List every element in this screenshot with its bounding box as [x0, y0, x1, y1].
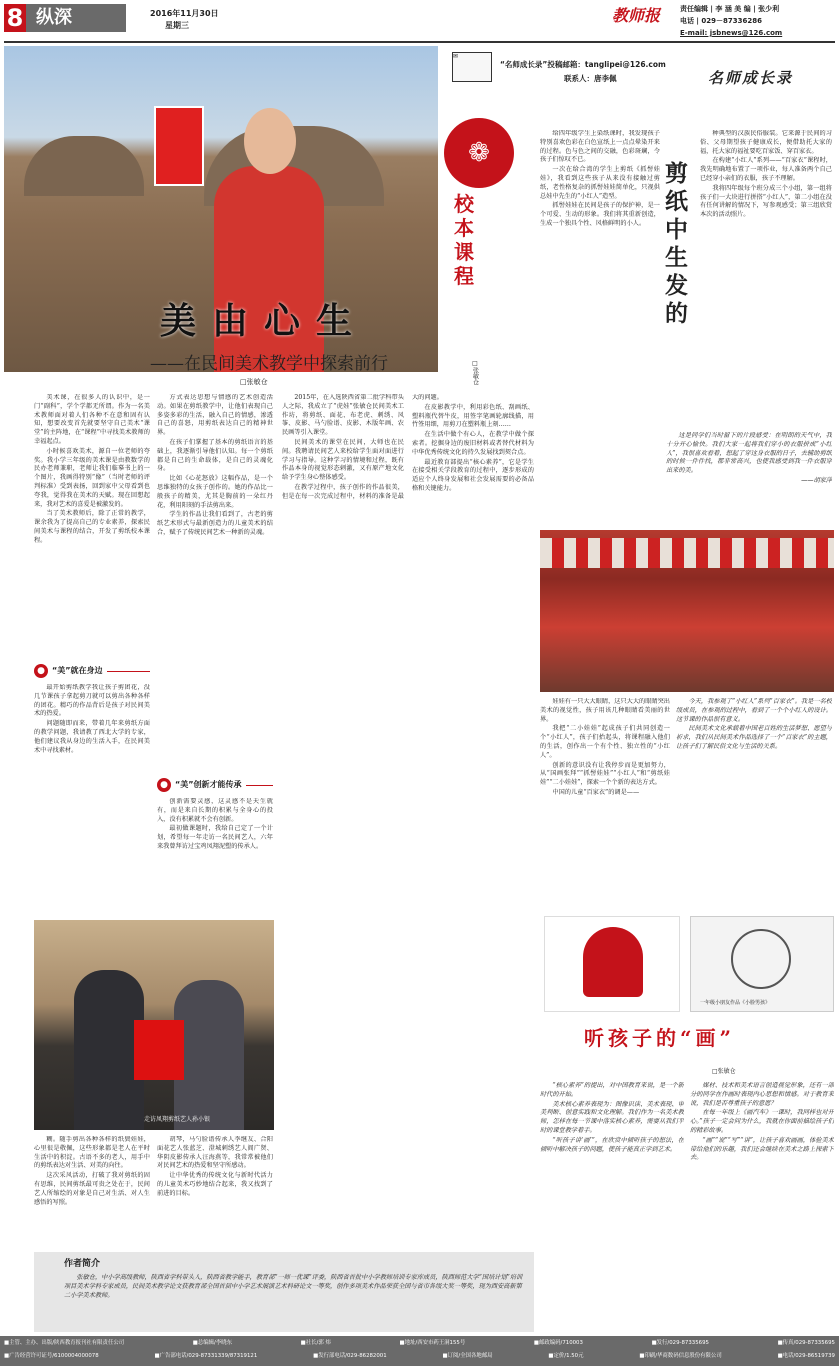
children-photo — [540, 530, 834, 692]
paper-logo: 教师报 — [612, 6, 661, 25]
author-intro-box — [34, 1252, 534, 1332]
author-intro-heading: 作者简介 — [64, 1259, 101, 1269]
subhead-innovation: ● “美”创新才能传承 — [157, 778, 273, 792]
article1-subtitle: ——在民间美术教学中探索前行 — [150, 354, 388, 374]
visit-photo — [34, 920, 274, 1130]
article2-tag: 校本课程 — [454, 192, 474, 288]
photo-caption: 走访凤翔剪纸艺人孙小银 — [144, 1116, 211, 1123]
child-drawing — [690, 916, 834, 1012]
footer-row2: ■广告经营许可证号/6100004000078 ■广告部电话/029-87331339/87319121 ■发行部电话/029-86282001 ■订阅/全国各地邮局 ■定价/1.50元 ■印刷/华商数码信息股份有限公司 ■电话/029-86519739 — [4, 1353, 835, 1359]
header-rule — [4, 41, 835, 43]
article3-col1: “核心素养”的提出，对中国教育来说，是一个新时代的开始。 美术核心素养表现为：图像识读、美术表现、审美判断、创意实践和文化理解。我们作为一名美术教师，怎样在每一节课中落实核心素养，需要从我们平时的课堂教学着手。 “听孩子讲‘画’”，在欣赏中倾听孩子的想法，在倾听中解决孩子的问题，使孩子能真正学到艺术。 — [540, 1082, 684, 1153]
papercut-figure — [583, 927, 643, 997]
subhead-dot: ● — [157, 778, 171, 792]
date: 2016年11月30日 — [150, 9, 219, 18]
email: E-mail: jsbnews@126.com — [680, 29, 783, 37]
article2-col2: 种典型的汉族民俗服装。它来源于民间的习俗、父母期望孩子健康成长，便借助托大家的福，托大家的福祉要吃百家饭、穿百家衣。 在构建“小红人”系列——“百家衣”课程时，我先明确地布置了一项作业，每人准备两个自己已经穿小亲们的衣服，孩子不理解。 我将四年级每个班分成三个小组，第一组将孩子们一大块进行拼搭“小红人”，第二小组在没有任何讲解的情况下，写参观感受；第三组欣赏本次的活动照片。 — [700, 130, 832, 219]
man-head — [244, 108, 296, 174]
envelope-icon: ✉ — [452, 52, 492, 82]
papercut-artwork — [544, 916, 680, 1012]
art-caption: 一年级小朋友作品《小脸男孩》 — [700, 1000, 771, 1006]
section-name: 纵深 — [26, 4, 126, 32]
article2-title: 剪纸中生发的 — [665, 160, 688, 327]
footer-row1: ■主管、主办、出版/陕西教育报刊社有限责任公司 ■总编辑/李晓东 ■社长/郭 炜 ■地址/西安市药王洞155号 ■邮政编码/710003 ■发行/029-87335695 ■传真/029-87335695 — [4, 1340, 835, 1346]
article3-title: 听孩子的“画” — [584, 1026, 736, 1050]
footer — [0, 1336, 839, 1366]
article2-col1: 给四年级学生上染纸课时，我发现孩子特别喜欢色彩在白色宣纸上一点点晕染开来的过程。色与色之间的交融，色彩斑斓，令孩子们惊叹不已。 一次在给合湾的学生上剪纸《抓髻娃娃》，我看到这些孩子从来没有接触过剪纸，老性格复杂的抓髻娃娃简单化，只视供总娃中先生的“小红人”造型。 抓髻娃娃在民间是孩子的保护神，是一个可爱、生动的形象。我们将其重新创造，生成一个独具个性、风格鲜明的小人。 — [540, 130, 660, 227]
article3-author: □张敏仓 — [712, 1068, 736, 1075]
article1-bottom-col2: 胡琴，马勺脸谱传承人李继友、合阳面花艺人张蓝芝、澄城刺绣艺人阎广贤、华阴皮影传承人汪海燕等，我常常被他们对民间艺术的热爱和坚守所感动。 让中华优秀的传统文化与新时代活力的儿童美术巧妙地结合起来，我又找到了前进的目标。 — [157, 1136, 273, 1197]
papercut-row — [540, 538, 834, 568]
article1-col1: 美术课，在很多人的认识中，是一门“副科”，学个学都无所谓。作为一名美术教师面对着人们各种不在意和固有认知，想要改变首先就要坚守自己美术“课堂”的主阵地，在“课程”中寻找美术教师的幸福起点。 小时候喜欢美术，源自一位老师的夸奖。我小学三年级的美术课是由教数学的民办老师兼职，老师让我们临摹书上的一个图片，我画得特别“像”（当时老师的评判标准）受到表扬，回到家中父母看到也夸我，觉得我在美术的天赋。现在回想起来，我对艺术的喜爱是被激发的。 当了美术教师后，除了正常的教学，课余我为了提高自己的专业素养，探索民间美术与课程的结合，开发了剪纸校本课程。 — [34, 394, 150, 544]
subhead-beauty-nearby: ● “美”就在身边 — [34, 664, 150, 678]
papercut-held — [154, 106, 204, 186]
article2-col4: 今天，我参观了“小红人”系列“百家衣”。我是一名校级成员，在参观的过程中，看到了一个个小红人的设计。这节课的作品很有意义。 民间美术文化承载着中国老百姓的生活梦想、愿望与祈求，我们从民间美术作品选择了一个“百家衣”的主题，让孩子们了解民俗文化与生活的关系。 — [676, 698, 832, 750]
article1-col3: 2015年，在入选陕西省第二批学科带头人之际，我成立了“虎娃”张敏仓民间美术工作坊，将剪纸、面花、布老虎、刺绣、风筝、皮影、马勺脸谱、皮影、木版年画、农民画等引入课堂。 民间美术的课堂在民间，大师也在民间。我聘请民间艺人来校给学生面对面进行学习与指导。这种学习的情境和过程，既有作品本身的视觉形态刺激，又有原产地文化给予学生身心整体感受。 在教学过程中，孩子创作的作品很美，但是在每一次完成过程中，材料的准备是最大的问题。 在皮影教学中，利用彩色纸、刮画纸、塑料瓶代替牛皮，用签字笔画轮廓线描，用竹签用细，用剪刀在塑料瓶上刻…… 在生活中做个有心人，在教学中做个探索者。挖掘身边的废旧材料或者替代材料为中华优秀传统文化的持久发展找到契合点。 最近教育部提出“核心素养”，它是学生在接受相关学段教育的过程中，逐步形成的适应个人终身发展和社会发展需要的必备品格和关键能力。 — [282, 394, 534, 500]
author-intro-text: 张敏仓，中小学高级教师，陕西省学科带头人，陕西省教学能手，教育部“一师一优课”评委，陕西省首批中小学教师培训专家库成员，陕西师范大学“国培计划”培训项目美术学科专家成员，民间美术教学论文获教育部全国首届中小学艺术展演艺术科研论文一等奖，创作多项美术作品荣获全国与省市各级大奖一等奖，现为西安高新第二小学美术教师。 — [64, 1274, 523, 1299]
article2-author: □张敏仓 — [471, 360, 479, 385]
weekday: 星期三 — [165, 21, 189, 30]
drawing-figure — [731, 929, 791, 989]
subhead-rule — [107, 671, 150, 672]
article3-col2: 媒材、技术和美术语言创造视觉形象，还有一部分的同学在作画时表现内心思想和情感。对于教育来说，我们是否尊重孩子的意愿？ 在每一年级上《画汽车》一课时，我同样也对开心。”孩子一定会问为什么，我就在你面前描绘孩子们的精彩故事。 “画”“说”“写”“讲”，让孩子喜欢画画，体验美术带给他们的乐趣，我们还会继续在美术之路上探索下去。 — [690, 1082, 834, 1162]
column-name: 名师成长录 — [708, 69, 794, 87]
cave-dwelling — [24, 136, 144, 196]
contact-email-line: “名师成长录”投稿邮箱：tanglipei@126.com — [500, 60, 666, 69]
article1-title: 美由心生 — [160, 300, 369, 342]
article1-col1b: 最开始剪纸教学我让孩子剪团花，没几节课孩子拿起剪刀就可以剪出各种各样的团花。精巧的作品背后是孩子对民间美术的热爱。 问题随即而来，带着几年来剪纸方面的教学问题，我请教了西北大学的专家，他们建议我从身边的生活入手，在民间美术中寻找素材。 — [34, 684, 150, 754]
page-number: 8 — [4, 4, 26, 32]
article1-col2: 方式表达思想与情感的艺术创造活动。如果在剪纸教学中，让他们表现自己多姿多彩的生活，融入自己的情感，渗透自己的喜怒，用剪纸表达自己的精神世界。 在孩子们掌握了基本的剪纸语言的基础上，我逐渐引导他们认知。每一个剪纸都是自己的生命载体，是自己的灵魂化身。 比如《心花怒放》这幅作品，是一个思维独特的女孩子创作的。她的作品比一般孩子的精美，尤其是胸前的一朵红丹花，利用阳刻的手法剪出来。 学生的作品让我们看到了，古老的剪纸艺术形式与最新创造力的儿童美术的结合，赋予了传统民间艺术一种新的灵魂。 — [157, 394, 273, 536]
contact-person: 联系人：唐李佩 — [564, 74, 617, 83]
person-right — [174, 980, 244, 1130]
article1-bottom-col1: 糊。随手剪出各种各样的纸鬓娃娃，心里很是敬佩，这些形象都是老人在平时生活中的积淀。古语不多的老人，用手中的剪纸表达对生活、对美的向往。 这次采风活动，打破了我对剪纸的固有思维，民间剪纸最可贵之处在于，民间艺人所缩绘的对象是自己对生活、对人生感悟的写照。 — [34, 1136, 150, 1206]
editors: 责任编辑 | 李 涵 美 编 | 张少利 — [680, 5, 780, 13]
subhead-rule — [246, 785, 273, 786]
red-papercut — [134, 1020, 184, 1080]
papercut-decoration: ❁ — [444, 118, 514, 188]
article1-author: □张敏仓 — [240, 378, 268, 386]
contact-box — [444, 46, 834, 104]
article2-quote: 这是同学们当时留下的片段感受：在明朗的天气中，我十分开心愉快。我们大家一起将我们穿小的衣服拼成“小红人”，我很喜欢看着，想起了穿这身衣服的日子，去辅助剪纸的时候一件件找，都非常高兴，也使我感受到我一件衣服穿出来的美。 ——胡家萍 — [666, 432, 832, 484]
article2-col3: 娃娃有一只大大眼睛，这只大大的眼睛突出美术的视觉性，孩子用该几种眼睛看美丽的世界。 我把“二小娃娃”起成孩子们共同创造一个“小红人”，孩子们抬起头，将课程融入他们的生活，创作出一个有个性、独立性的“小红人”。 创新的意识没有让我停步而是更加努力，从“国画张拜”“抓髻娃娃”“小红人”和“剪纸娃娃”“二小娃娃”，探索一个个新的表达方式。 中国的儿童“百家衣”的调是—— — [540, 698, 670, 796]
article1-col2b: 创新需要灵感，这灵感不是天生就有，而是来自长期的积累与全身心的投入，没有积累就不会有创新。 最初做课题时，我给自己定了一个计划，希望每一年走访一名民间艺人，六年来我曾拜访过宝鸡凤翔泥塑的传承人。 — [157, 798, 273, 850]
phone: 电话 | 029－87336286 — [680, 17, 763, 25]
subhead-dot: ● — [34, 664, 48, 678]
